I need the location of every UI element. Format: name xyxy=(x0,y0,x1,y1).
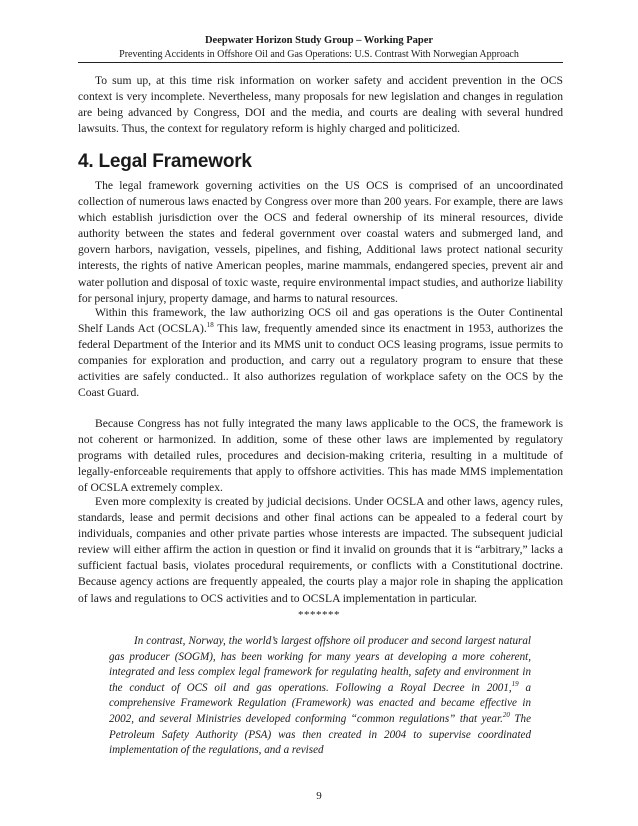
paragraph-text: Because Congress has not fully integrated the many laws applicable to the OCS, the framework is not coherent or harmonized. In addition, some of these other laws are implemented by regulatory programs with detailed rules, procedures and decision-making criteria, resulting in a multitude of legally-enforceable requirements that apply to offshore activities. This has made MMS implementation of OCSLA extremely complex. xyxy=(78,417,563,495)
footnote-marker[interactable]: 20 xyxy=(502,710,510,719)
header-title: Deepwater Horizon Study Group – Working Paper xyxy=(204,35,434,46)
paragraph-text: To sum up, at this time risk information on worker safety and accident prevention in the OCS context is very incomplete. Nevertheless, many proposals for new legislation and changes in regulation are being advanced by Congress, DOI and the media, and courts are dealing with several hundred lawsuits. Thus, the context for regulatory reform is highly charged and politicized. xyxy=(78,74,563,136)
running-header xyxy=(0,34,638,61)
section-heading: 4. Legal Framework xyxy=(78,151,252,172)
paragraph-text: The legal framework governing activities on the US OCS is comprised of an uncoordinated collection of numerous laws enacted by Congress over more than 200 years. For example, there are laws which establish jurisdiction over the OCS and federal ownership of its mineral resources, divide authority between the states and federal government over coastal waters and submerged land, and govern harbors, navigation, vessels, pipelines, and fishing, Additional laws protect national security interests, the rights of native American peoples, marine mammals, endangered species, prevent air and water pollution and disposal of toxic waste, require environmental impact studies, and authorize liability for personal injury, property damage, and harms to natural resources. xyxy=(78,179,563,305)
page-number: 9 xyxy=(316,790,322,802)
paragraph-legal-framework xyxy=(78,178,563,307)
text-run: a comprehensive Framework Regulation (Framework) was enacted and became effective in 2002, and several Ministries developed conforming “common regulations” that year. xyxy=(109,681,532,725)
footnote-marker[interactable]: 19 xyxy=(511,679,519,688)
text-run: The Petroleum Safety Authority (PSA) was then created in 2004 to supervise coordinated implementation of the regulations, and a revised xyxy=(109,712,531,757)
paragraph-text: Even more complexity is created by judicial decisions. Under OCSLA and other laws, agency rules, standards, lease and permit decisions and other final actions can be appealed to a federal court by individuals, companies and other private parties whose interests are impacted. The subsequent judicial review will either affirm the action in question or find it invalid on grounds that it is “arbitrary,” lacks a sufficient factual basis, violates procedural requirements, or conflicts with a Constitutional doctrine. Because agency actions are frequently appealed, the courts play a major role in shaping the application of laws and regulations to OCS activities and to OCSLA implementation in particular. xyxy=(78,495,563,605)
block-quote xyxy=(109,634,531,759)
text-run: In contrast, Norway, the world’s largest offshore oil producer and second largest natural gas producer (SOGM), has been working for many years at developing a more coherent, integrated and less complex legal framework for regulating health, safety and environment in the conduct of OCS oil and gas operations. Following a Royal Decree in 2001, xyxy=(109,635,531,694)
text-run: Within this framework, the law authorizing OCS oil and gas operations is the Outer Continental Shelf Lands Act (OCSLA). xyxy=(78,306,563,336)
paragraph-judicial xyxy=(78,494,563,607)
section-separator: ******* xyxy=(298,609,340,621)
text-run: This law, frequently amended since its enactment in 1953, authorizes the federal Department of the Interior and its MMS unit to conduct OCS leasing programs, issue permits to companies for exploration and production, and carry out a regulatory program to ensure that these activities are safely conducted.. It also authorizes regulation of workplace safety on the OCS by the Coast Guard. xyxy=(78,322,564,400)
paragraph-coherence xyxy=(78,416,563,496)
header-rule xyxy=(78,62,563,63)
footnote-marker[interactable]: 18 xyxy=(206,321,214,330)
quote-text xyxy=(109,634,531,759)
paragraph-summary xyxy=(78,73,563,137)
paragraph-text xyxy=(78,305,563,402)
header-subtitle: Preventing Accidents in Offshore Oil and Gas Operations: U.S. Contrast With Norwegian Approach xyxy=(119,49,519,60)
paragraph-ocsla xyxy=(78,305,563,402)
